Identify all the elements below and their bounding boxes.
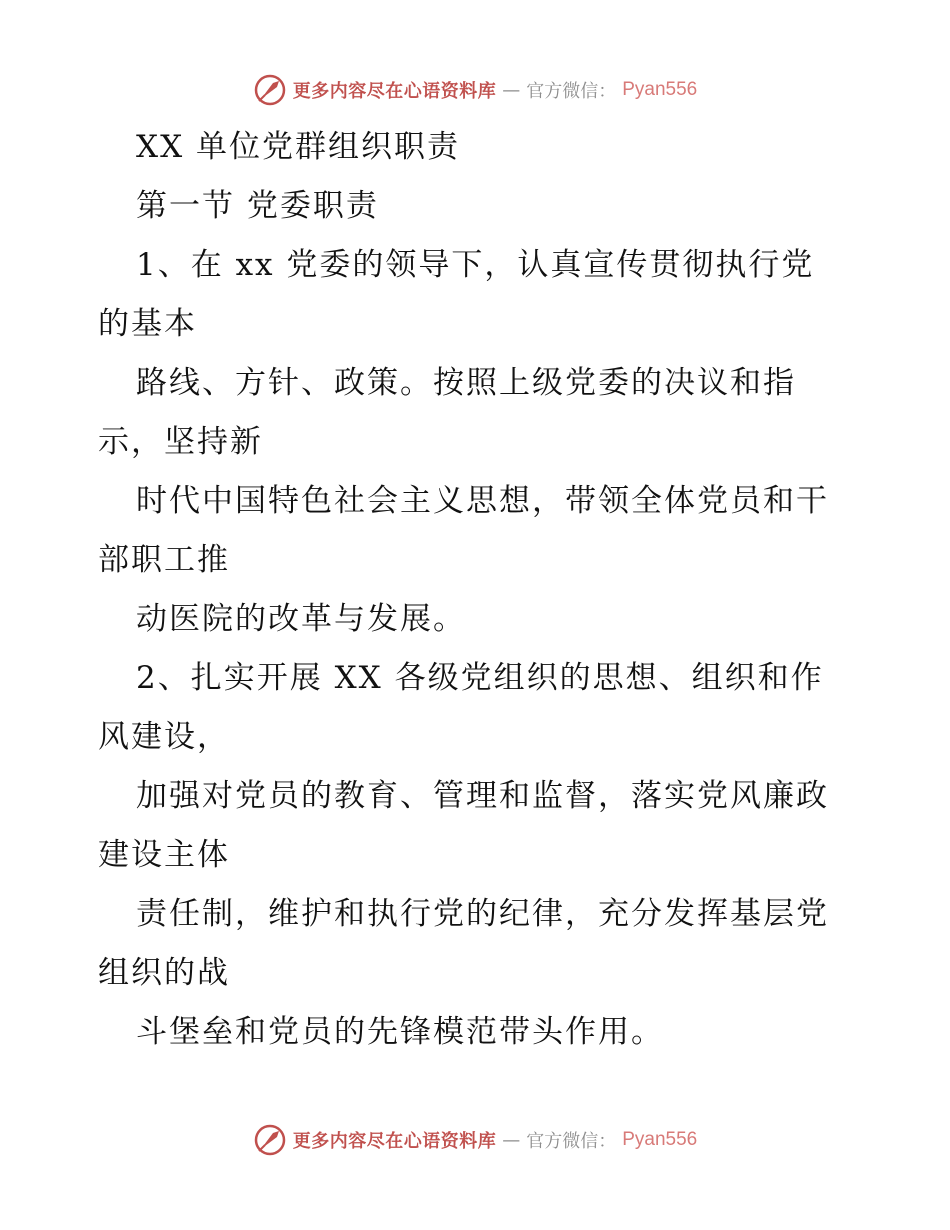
document-line: 1、在 xx 党委的领导下，认真宣传贯彻执行党 [136,247,815,283]
document-line: 路线、方针、政策。按照上级党委的决议和指 [136,365,796,401]
document-line: 时代中国特色社会主义思想，带领全体党员和干 [136,483,829,519]
banner-text: 更多内容尽在心语资料库 [292,81,497,102]
document-line: 第一节 党委职责 [136,188,379,224]
document-line: 建设主体 [98,837,230,873]
document-line: 2、扎实开展 XX 各级党组织的思想、组织和作 [136,660,824,696]
document-line: 责任制，维护和执行党的纪律，充分发挥基层党 [136,896,829,932]
banner-wechat-id: Pyan556 [622,1129,698,1150]
document-line: 示，坚持新 [98,424,263,460]
document-title: XX 单位党群组织职责 [136,129,460,165]
banner-dash: — [502,1129,521,1151]
document-line: 组织的战 [98,955,230,991]
quill-logo-icon [253,1123,287,1157]
document-line: 动医院的改革与发展。 [136,601,466,637]
footer-banner [0,1120,950,1160]
banner-wechat-id: Pyan556 [622,79,698,100]
banner-text: 更多内容尽在心语资料库 [292,1131,497,1152]
quill-logo-icon [253,73,287,107]
banner-label: 官方微信： [526,81,617,102]
document-line: 加强对党员的教育、管理和监督，落实党风廉政 [136,778,829,814]
document-line: 的基本 [98,306,197,342]
banner-label: 官方微信： [526,1131,617,1152]
banner-dash: — [502,79,521,101]
header-banner [0,70,950,110]
document-line: 斗堡垒和党员的先锋模范带头作用。 [136,1014,664,1050]
document-line: 部职工推 [98,542,230,578]
document-body [98,118,858,1062]
document-line: 风建设， [98,719,230,755]
